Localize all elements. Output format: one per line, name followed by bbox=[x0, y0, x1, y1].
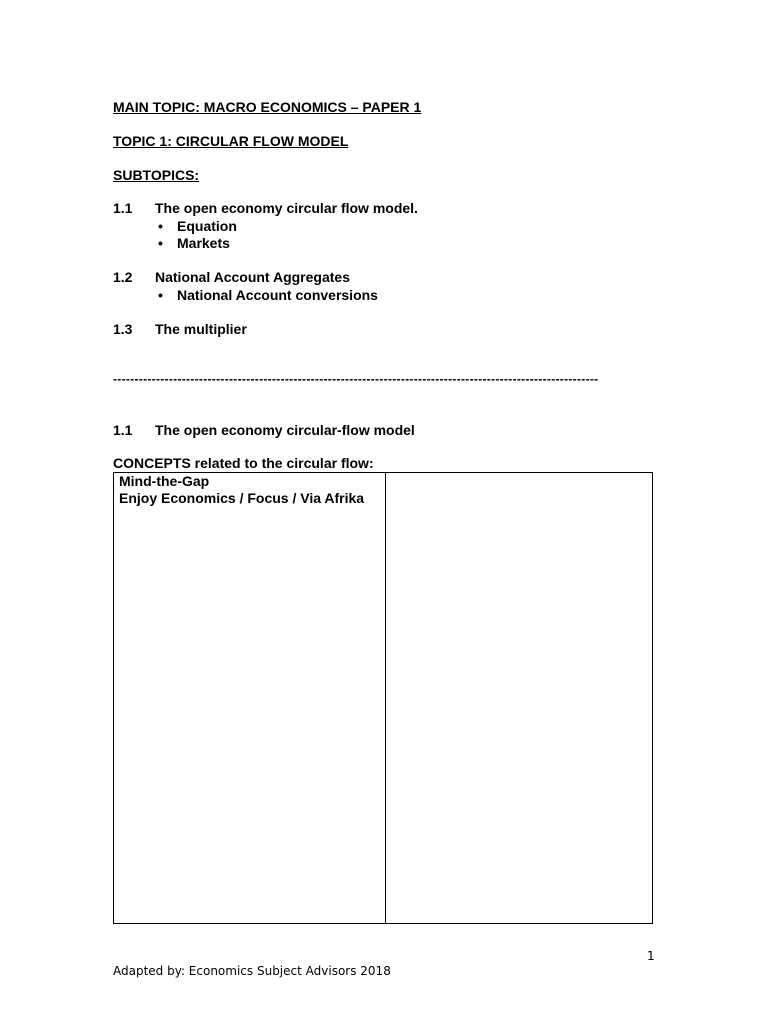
subtopic-bullet: Markets bbox=[177, 235, 230, 251]
subtopic-bullet: Equation bbox=[177, 218, 237, 234]
footer-text: Adapted by: Economics Subject Advisors 2018 bbox=[113, 964, 391, 978]
subtopic-number: 1.1 bbox=[113, 200, 133, 216]
subtopic-bullet: National Account conversions bbox=[177, 287, 378, 303]
concepts-heading: CONCEPTS related to the circular flow: bbox=[113, 455, 374, 471]
table-column-divider bbox=[385, 473, 386, 923]
main-topic-heading: MAIN TOPIC: MACRO ECONOMICS – PAPER 1 bbox=[113, 99, 422, 115]
concepts-table bbox=[113, 472, 653, 924]
table-left-cell bbox=[119, 473, 364, 507]
table-source-line: Mind-the-Gap bbox=[119, 473, 210, 489]
subtopic-title: The multiplier bbox=[155, 321, 247, 337]
bullet-icon: • bbox=[158, 235, 163, 251]
subtopics-heading: SUBTOPICS: bbox=[113, 167, 200, 183]
table-source-line: Enjoy Economics / Focus / Via Afrika bbox=[119, 490, 365, 506]
subtopic-title: The open economy circular flow model. bbox=[155, 200, 418, 216]
section-number: 1.1 bbox=[113, 422, 133, 438]
subtopic-title: National Account Aggregates bbox=[155, 269, 350, 285]
page-number: 1 bbox=[647, 949, 655, 963]
subtopic-number: 1.2 bbox=[113, 269, 133, 285]
bullet-icon: • bbox=[158, 218, 163, 234]
topic-heading: TOPIC 1: CIRCULAR FLOW MODEL bbox=[113, 133, 349, 149]
bullet-icon: • bbox=[158, 287, 163, 303]
dashed-divider: ----------------------------------------------------------------------------------------------------------------- bbox=[113, 372, 599, 386]
subtopic-number: 1.3 bbox=[113, 321, 133, 337]
section-title: The open economy circular-flow model bbox=[155, 422, 415, 438]
